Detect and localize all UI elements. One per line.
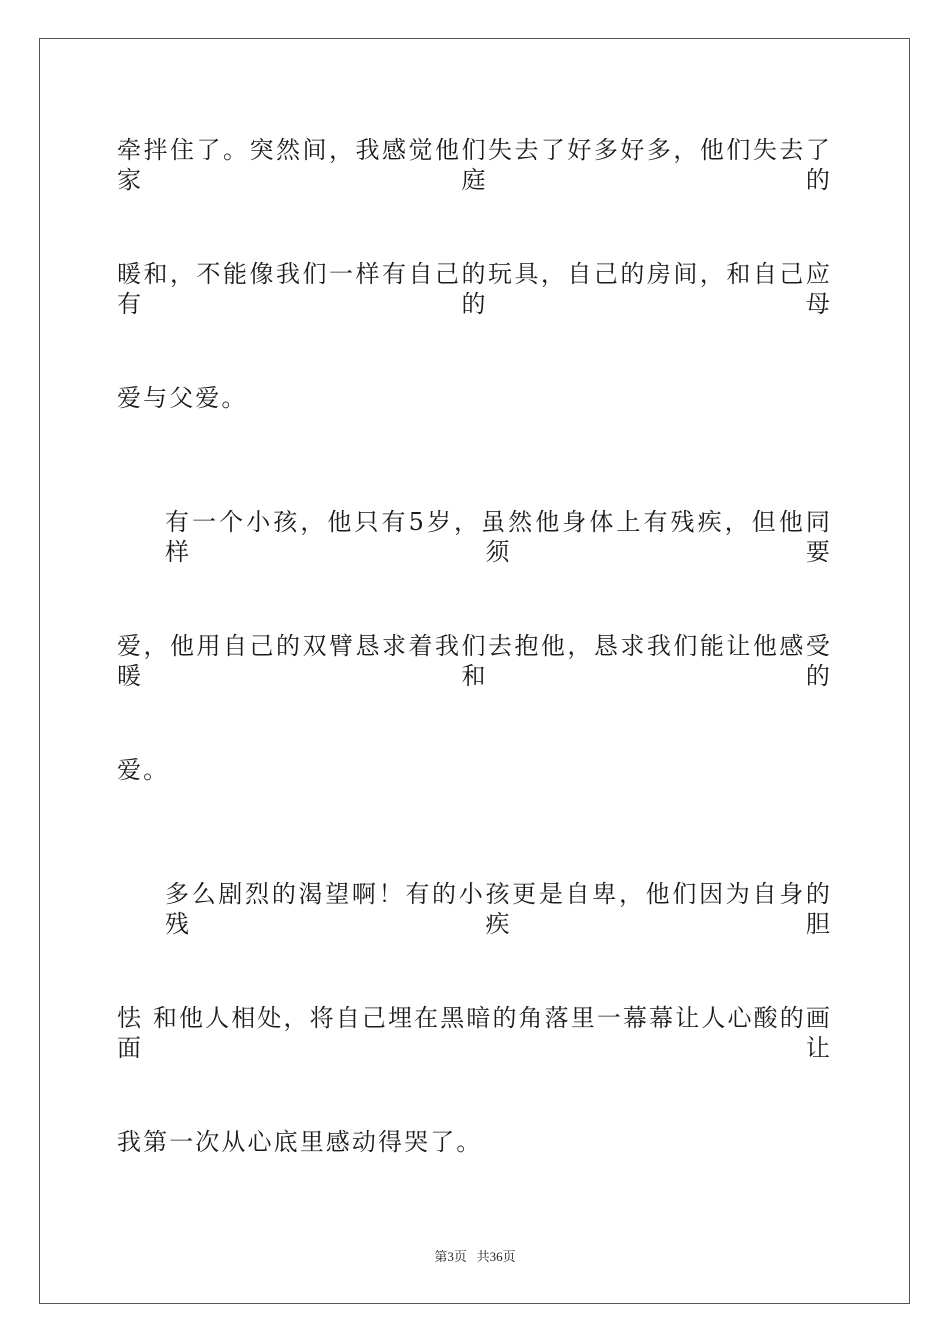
paragraph-line: 我第一次从心底里感动得哭了。 — [117, 1128, 483, 1156]
page-number: 第3页 — [434, 1249, 467, 1264]
paragraph-line: 怯 和他人相处，将自己埋在黑暗的角落里一幕幕让人心酸的画面让 — [117, 1004, 832, 1062]
paragraph-line: 爱与父爱。 — [117, 384, 248, 412]
page-footer — [0, 1248, 950, 1266]
paragraph-line: 多么剧烈的渴望啊！有的小孩更是自卑，他们因为自身的残疾胆 — [165, 880, 832, 938]
paragraph-line: 有一个小孩，他只有5岁，虽然他身体上有残疾，但他同样须要 — [165, 508, 832, 566]
paragraph-line: 爱。 — [117, 756, 170, 784]
paragraph-line: 暖和，不能像我们一样有自己的玩具，自己的房间，和自己应有的母 — [117, 260, 832, 318]
paragraph-line: 爱，他用自己的双臂恳求着我们去抱他，恳求我们能让他感受暖和的 — [117, 632, 832, 690]
paragraph-line: 牵拌住了。突然间，我感觉他们失去了好多好多，他们失去了家庭的 — [117, 136, 832, 194]
page-total: 共36页 — [476, 1249, 516, 1264]
